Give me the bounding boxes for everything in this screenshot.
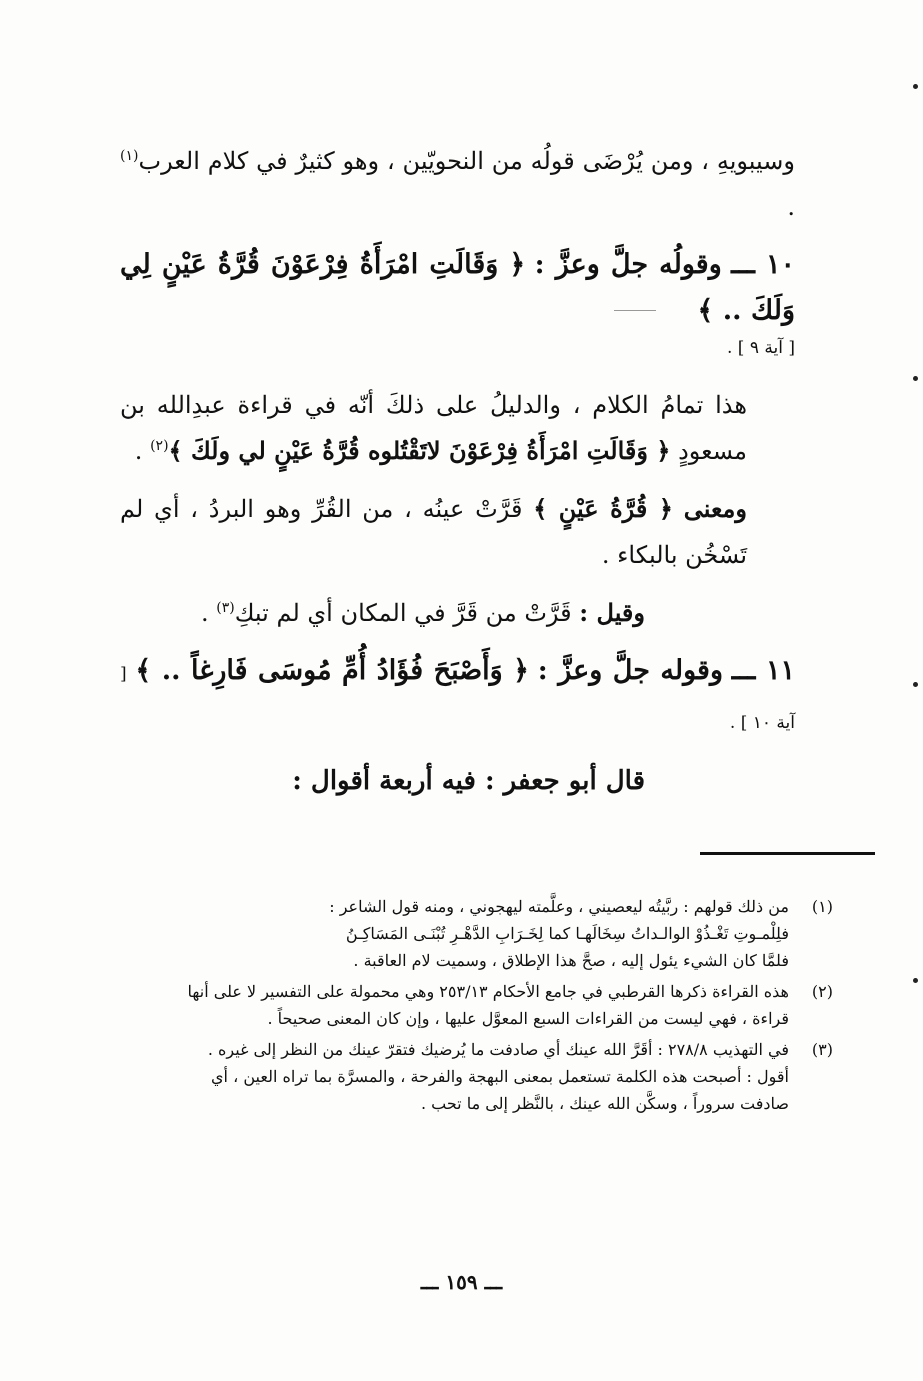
short-divider <box>614 310 656 311</box>
scan-mark <box>913 84 918 89</box>
item-11-ref: [ آية ١٠ ] . <box>120 664 795 733</box>
paragraph-5: قال أبو جعفر : فيه أربعة أقوال : <box>292 766 645 796</box>
paragraph-4: وقيل : قَرَّتْ من قَرَّ في المكان أي لم تبكِ$^{(٣)}$ . <box>200 598 645 627</box>
footnotes <box>110 893 833 1121</box>
main-text <box>120 138 795 804</box>
page-number: ـــ ١٥٩ ـــ <box>420 1270 503 1294</box>
paragraph-4-label: وقيل : <box>579 598 645 627</box>
scan-mark <box>913 376 918 381</box>
item-10 <box>120 242 795 334</box>
footnote-ref-1[interactable]: (١) <box>120 148 139 164</box>
footnote-3-number: (٣) <box>811 1040 833 1059</box>
footnote-2: (٢) هذه القراءة ذكرها القرطبي في جامع الأحكام ٢٥٣/١٣ وهي محمولة على التفسير لا على أنها قراءة ، فهي ليست من القراءات السبع المعوَّل عليها ، وإن كان المعنى صحيحاً . <box>110 978 833 1032</box>
footnote-3: (٣) في التهذيب ٢٧٨/٨ : أقَرَّ الله عينك أي صادفت ما يُرضيك فتقرّ عينك من النظر إلى غيره . أقول : أصبحت هذه الكلمة تستعمل بمعنى البهجة والفرحة ، والمسرَّة بما تراه العين ، أي صادفت سروراً ، وسكَّن الله عينك ، بالنَّظر إلى ما تحب . <box>110 1036 833 1117</box>
item-10-label: وقولُه جلَّ وعزَّ : <box>534 249 722 280</box>
footnote-2-number: (٢) <box>811 982 833 1001</box>
item-11-quote: ﴿ وَأَصْبَحَ فُؤَادُ أُمِّ مُوسَى فَارِغاً .. ﴾ <box>135 655 530 686</box>
paragraph-3: ومعنى ﴿ قُرَّةُ عَيْنٍ ﴾ قَرَّتْ عينُه ، من القُرِّ وهو البردُ ، أي لم تَسْخُن بالبكاء . <box>120 494 747 569</box>
footnote-1-verse: فلِلْمـوتِ تَغْـذُوْ الوالـداتُ سِخَالَهـا كما لِخَـرَابِ الدَّهْـرِ تُبْنَـى المَسَاكِـنُ <box>345 924 789 943</box>
footnote-ref-2[interactable]: (٢) <box>150 438 169 454</box>
paragraph-1-text: وسيبويهِ ، ومن يُرْضَى قولُه من النحويّين ، وهو كثيرٌ في كلام العرب <box>138 147 795 175</box>
scan-mark <box>913 978 918 983</box>
item-10-number: ١٠ ـــ <box>731 249 796 280</box>
paragraph-2: هذا تمامُ الكلام ، والدليلُ على ذلكَ أنّه في قراءة عبدِالله بن مسعودٍ ﴿ وَقَالَتِ امْرَأَةُ فِرْعَوْنَ لاتَقْتُلوه قُرَّةُ عَيْنٍ لي ولَكَ ﴾$^{(٢)}$ . <box>120 391 747 465</box>
item-11-label: وقوله جلَّ وعزَّ : <box>537 655 723 686</box>
footnote-ref-3[interactable]: (٣) <box>216 600 235 616</box>
footnote-1: (١) من ذلك قولهم : ربَّيتُه ليعصيني ، وعلَّمته ليهجوني ، ومنه قول الشاعر : فلِلْمـوتِ تَغْـذُوْ الوالـداتُ سِخَالَهـا كما لِخَـرَابِ الدَّهْـرِ تُبْنَـى المَسَاكِـنُ فلمَّا كان الشيء يئول إليه ، صحَّ هذا الإطلاق ، وسميت لام العاقبة . <box>110 893 833 974</box>
paragraph-2-quote: ﴿ وَقَالَتِ امْرَأَةُ فِرْعَوْنَ لاتَقْتُلوه قُرَّةُ عَيْنٍ لي ولَكَ ﴾ <box>168 436 671 465</box>
paragraph-1: وسيبويهِ ، ومن يُرْضَى قولُه من النحويّين ، وهو كثيرٌ في كلام العرب$^{(١)}$ . <box>120 147 795 221</box>
footnote-divider <box>700 852 875 855</box>
scan-mark <box>913 682 918 687</box>
paragraph-3-quote: ﴿ قُرَّةُ عَيْنٍ ﴾ <box>533 494 673 523</box>
item-10-quote: ﴿ وَقَالَتِ امْرَأَةُ فِرْعَوْنَ قُرَّةُ عَيْنٍ لِي وَلَكَ .. ﴾ <box>120 249 795 326</box>
footnote-1-number: (١) <box>811 897 833 916</box>
item-11-number: ١١ ـــ <box>731 655 795 686</box>
item-10-ref: [ آية ٩ ] . <box>727 338 795 358</box>
item-11 <box>120 648 795 746</box>
paragraph-3-label: ومعنى <box>683 494 747 523</box>
